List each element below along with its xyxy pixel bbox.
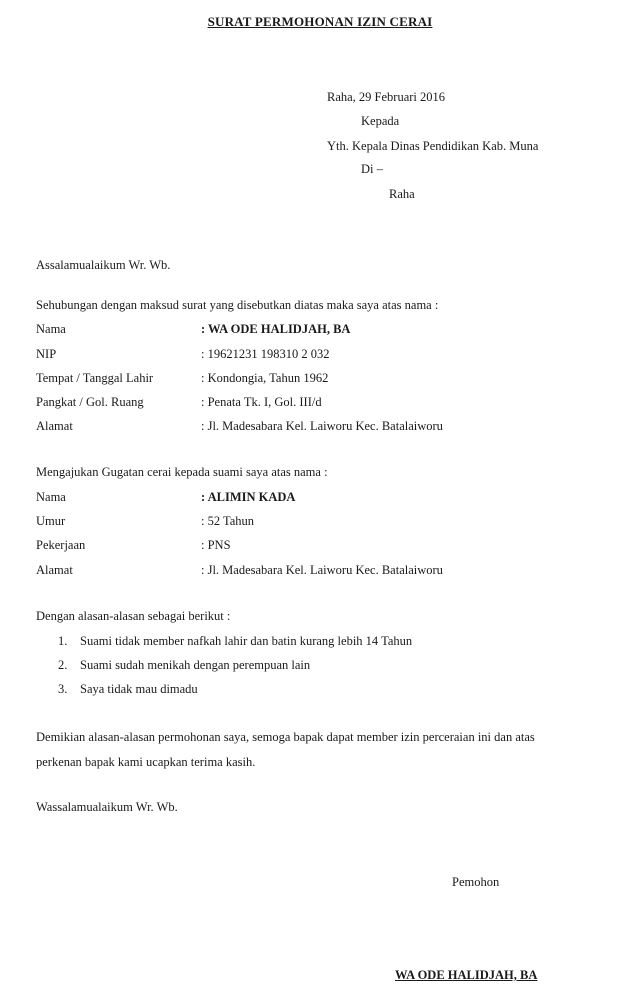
applicant-birth-value: : Kondongia, Tahun 1962	[201, 371, 329, 385]
reason-text: Suami sudah menikah dengan perempuan lain	[80, 658, 311, 672]
reason-text: Saya tidak mau dimadu	[80, 682, 198, 696]
applicant-name-label: Nama	[36, 322, 66, 336]
letter-title: SURAT PERMOHONAN IZIN CERAI	[207, 14, 433, 29]
husband-job-value: : PNS	[201, 538, 231, 552]
applicant-address-label: Alamat	[36, 419, 73, 433]
closing-paragraph-line1: Demikian alasan-alasan permohonan saya, semoga bapak dapat member izin perceraian ini dan atas	[36, 730, 535, 744]
greeting: Assalamualaikum Wr. Wb.	[36, 258, 171, 272]
recipient-di: Di –	[361, 162, 383, 176]
signature-name: WA ODE HALIDJAH, BA	[395, 968, 538, 982]
signature-role: Pemohon	[452, 875, 500, 889]
applicant-rank-label: Pangkat / Gol. Ruang	[36, 395, 144, 409]
recipient-to: Kepada	[361, 114, 400, 128]
husband-job-label: Pekerjaan	[36, 538, 86, 552]
lawsuit-intro: Mengajukan Gugatan cerai kepada suami saya atas nama :	[36, 465, 328, 479]
farewell: Wassalamualaikum Wr. Wb.	[36, 800, 178, 814]
husband-address-label: Alamat	[36, 563, 73, 577]
reason-text: Suami tidak member nafkah lahir dan batin kurang lebih 14 Tahun	[80, 634, 413, 648]
closing-paragraph-line2: perkenan bapak kami ucapkan terima kasih.	[36, 755, 256, 769]
reason-number: 2.	[58, 658, 68, 672]
husband-age-label: Umur	[36, 514, 66, 528]
applicant-rank-value: : Penata Tk. I, Gol. III/d	[201, 395, 322, 409]
intro-text: Sehubungan dengan maksud surat yang disebutkan diatas maka saya atas nama :	[36, 298, 439, 312]
applicant-nip-label: NIP	[36, 347, 57, 361]
place-date: Raha, 29 Februari 2016	[327, 90, 446, 104]
husband-age-value: : 52 Tahun	[201, 514, 255, 528]
reasons-intro: Dengan alasan-alasan sebagai berikut :	[36, 609, 231, 623]
reason-number: 1.	[58, 634, 68, 648]
husband-name-label: Nama	[36, 490, 66, 504]
husband-address-value: : Jl. Madesabara Kel. Laiworu Kec. Batalaiworu	[201, 563, 443, 577]
recipient-city: Raha	[389, 187, 415, 201]
applicant-address-value: : Jl. Madesabara Kel. Laiworu Kec. Batalaiworu	[201, 419, 443, 433]
applicant-nip-value: : 19621231 198310 2 032	[201, 347, 330, 361]
recipient-addressee: Yth. Kepala Dinas Pendidikan Kab. Muna	[327, 139, 539, 153]
reason-number: 3.	[58, 682, 68, 696]
applicant-name-value: : WA ODE HALIDJAH, BA	[201, 322, 351, 336]
applicant-birth-label: Tempat / Tanggal Lahir	[36, 371, 154, 385]
husband-name-value: : ALIMIN KADA	[201, 490, 296, 504]
